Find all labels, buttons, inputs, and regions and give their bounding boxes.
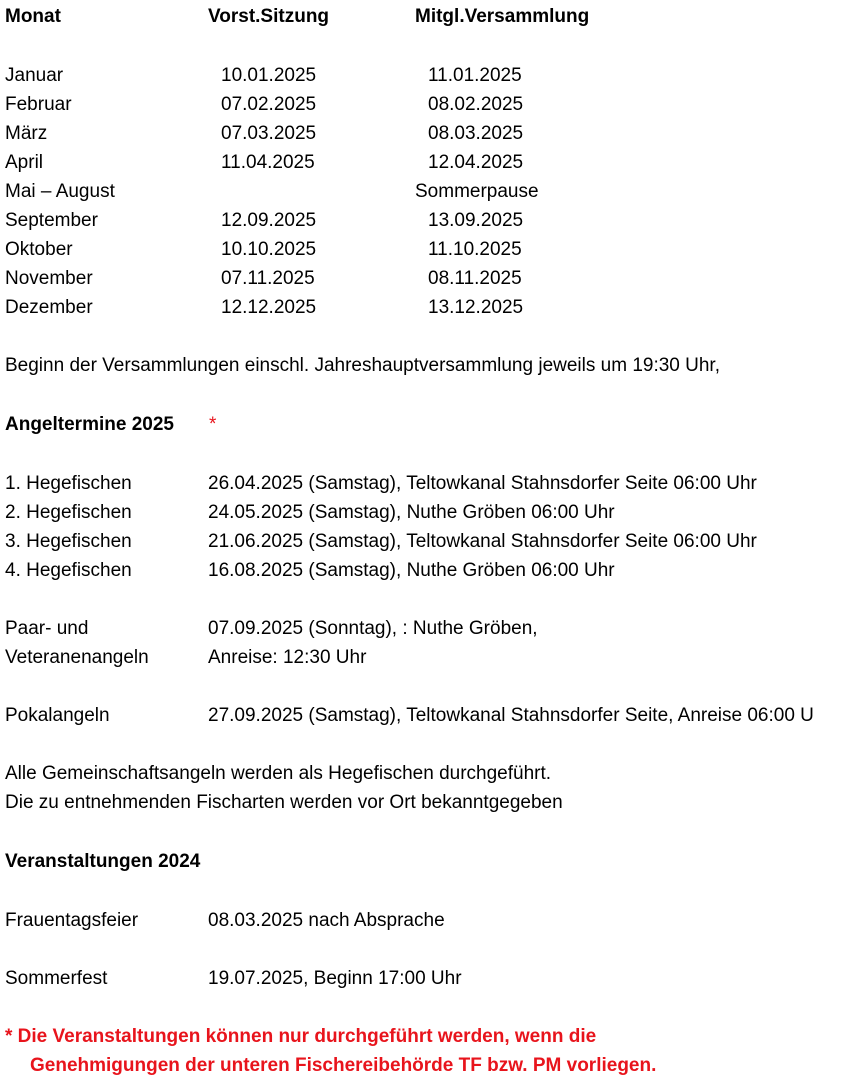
month-cell: Mai – August <box>5 181 115 202</box>
header-month: Monat <box>5 6 61 27</box>
angling-note: Die zu entnehmenden Fischarten werden vor Ort bekanntgegeben <box>5 792 563 813</box>
event-details: 26.04.2025 (Samstag), Teltowkanal Stahnsdorfer Seite 06:00 Uhr <box>208 473 757 494</box>
member-date-cell: 08.02.2025 <box>428 94 524 115</box>
meeting-time-note: Beginn der Versammlungen einschl. Jahreshauptversammlung jeweils um 19:30 Uhr, <box>5 355 720 376</box>
month-cell: Januar <box>5 65 64 86</box>
event-label: 1. Hegefischen <box>5 473 132 494</box>
board-date-cell: 11.04.2025 <box>221 152 315 173</box>
events-heading: Veranstaltungen 2024 <box>5 851 201 872</box>
angling-heading: Angeltermine 2025 <box>5 414 174 435</box>
member-date-cell: 12.04.2025 <box>428 152 524 173</box>
event-details: 21.06.2025 (Samstag), Teltowkanal Stahnsdorfer Seite 06:00 Uhr <box>208 531 757 552</box>
month-cell: Februar <box>5 94 72 115</box>
month-cell: Dezember <box>5 297 93 318</box>
month-cell: Oktober <box>5 239 73 260</box>
event-label: Pokalangeln <box>5 705 110 726</box>
header-board-meeting: Vorst.Sitzung <box>208 6 330 27</box>
footnote-line-1: * Die Veranstaltungen können nur durchgeführt werden, wenn die <box>5 1026 597 1047</box>
header-member-meeting: Mitgl.Versammlung <box>415 6 590 27</box>
event-details: 07.09.2025 (Sonntag), : Nuthe Gröben, <box>208 618 538 639</box>
month-cell: September <box>5 210 98 231</box>
event-label: Paar- und <box>5 618 89 639</box>
event-details: 16.08.2025 (Samstag), Nuthe Gröben 06:00 Uhr <box>208 560 615 581</box>
angling-asterisk: * <box>209 414 217 435</box>
event-label: Frauentagsfeier <box>5 910 139 931</box>
member-date-cell: 08.03.2025 <box>428 123 524 144</box>
board-date-cell: 07.02.2025 <box>221 94 317 115</box>
member-date-cell: 08.11.2025 <box>428 268 522 289</box>
event-label: 3. Hegefischen <box>5 531 132 552</box>
event-details: 24.05.2025 (Samstag), Nuthe Gröben 06:00 Uhr <box>208 502 615 523</box>
board-date-cell: 12.12.2025 <box>221 297 317 318</box>
month-cell: November <box>5 268 93 289</box>
member-date-cell: 13.12.2025 <box>428 297 524 318</box>
board-date-cell: 10.10.2025 <box>221 239 317 260</box>
board-date-cell: 07.03.2025 <box>221 123 317 144</box>
board-date-cell: 10.01.2025 <box>221 65 317 86</box>
month-cell: März <box>5 123 48 144</box>
event-label: 2. Hegefischen <box>5 502 132 523</box>
event-details-continued: Anreise: 12:30 Uhr <box>208 647 367 668</box>
summer-break-cell: Sommerpause <box>415 181 539 202</box>
event-label: Sommerfest <box>5 968 108 989</box>
footnote-line-2: Genehmigungen der unteren Fischereibehörde TF bzw. PM vorliegen. <box>30 1055 657 1076</box>
member-date-cell: 13.09.2025 <box>428 210 524 231</box>
event-details: 19.07.2025, Beginn 17:00 Uhr <box>208 968 462 989</box>
event-details: 08.03.2025 nach Absprache <box>208 910 445 931</box>
month-cell: April <box>5 152 44 173</box>
event-label-continued: Veteranenangeln <box>5 647 149 668</box>
event-label: 4. Hegefischen <box>5 560 132 581</box>
member-date-cell: 11.01.2025 <box>428 65 522 86</box>
member-date-cell: 11.10.2025 <box>428 239 522 260</box>
board-date-cell: 07.11.2025 <box>221 268 315 289</box>
event-details: 27.09.2025 (Samstag), Teltowkanal Stahnsdorfer Seite, Anreise 06:00 U <box>208 705 814 726</box>
angling-note: Alle Gemeinschaftsangeln werden als Hegefischen durchgeführt. <box>5 763 552 784</box>
board-date-cell: 12.09.2025 <box>221 210 317 231</box>
